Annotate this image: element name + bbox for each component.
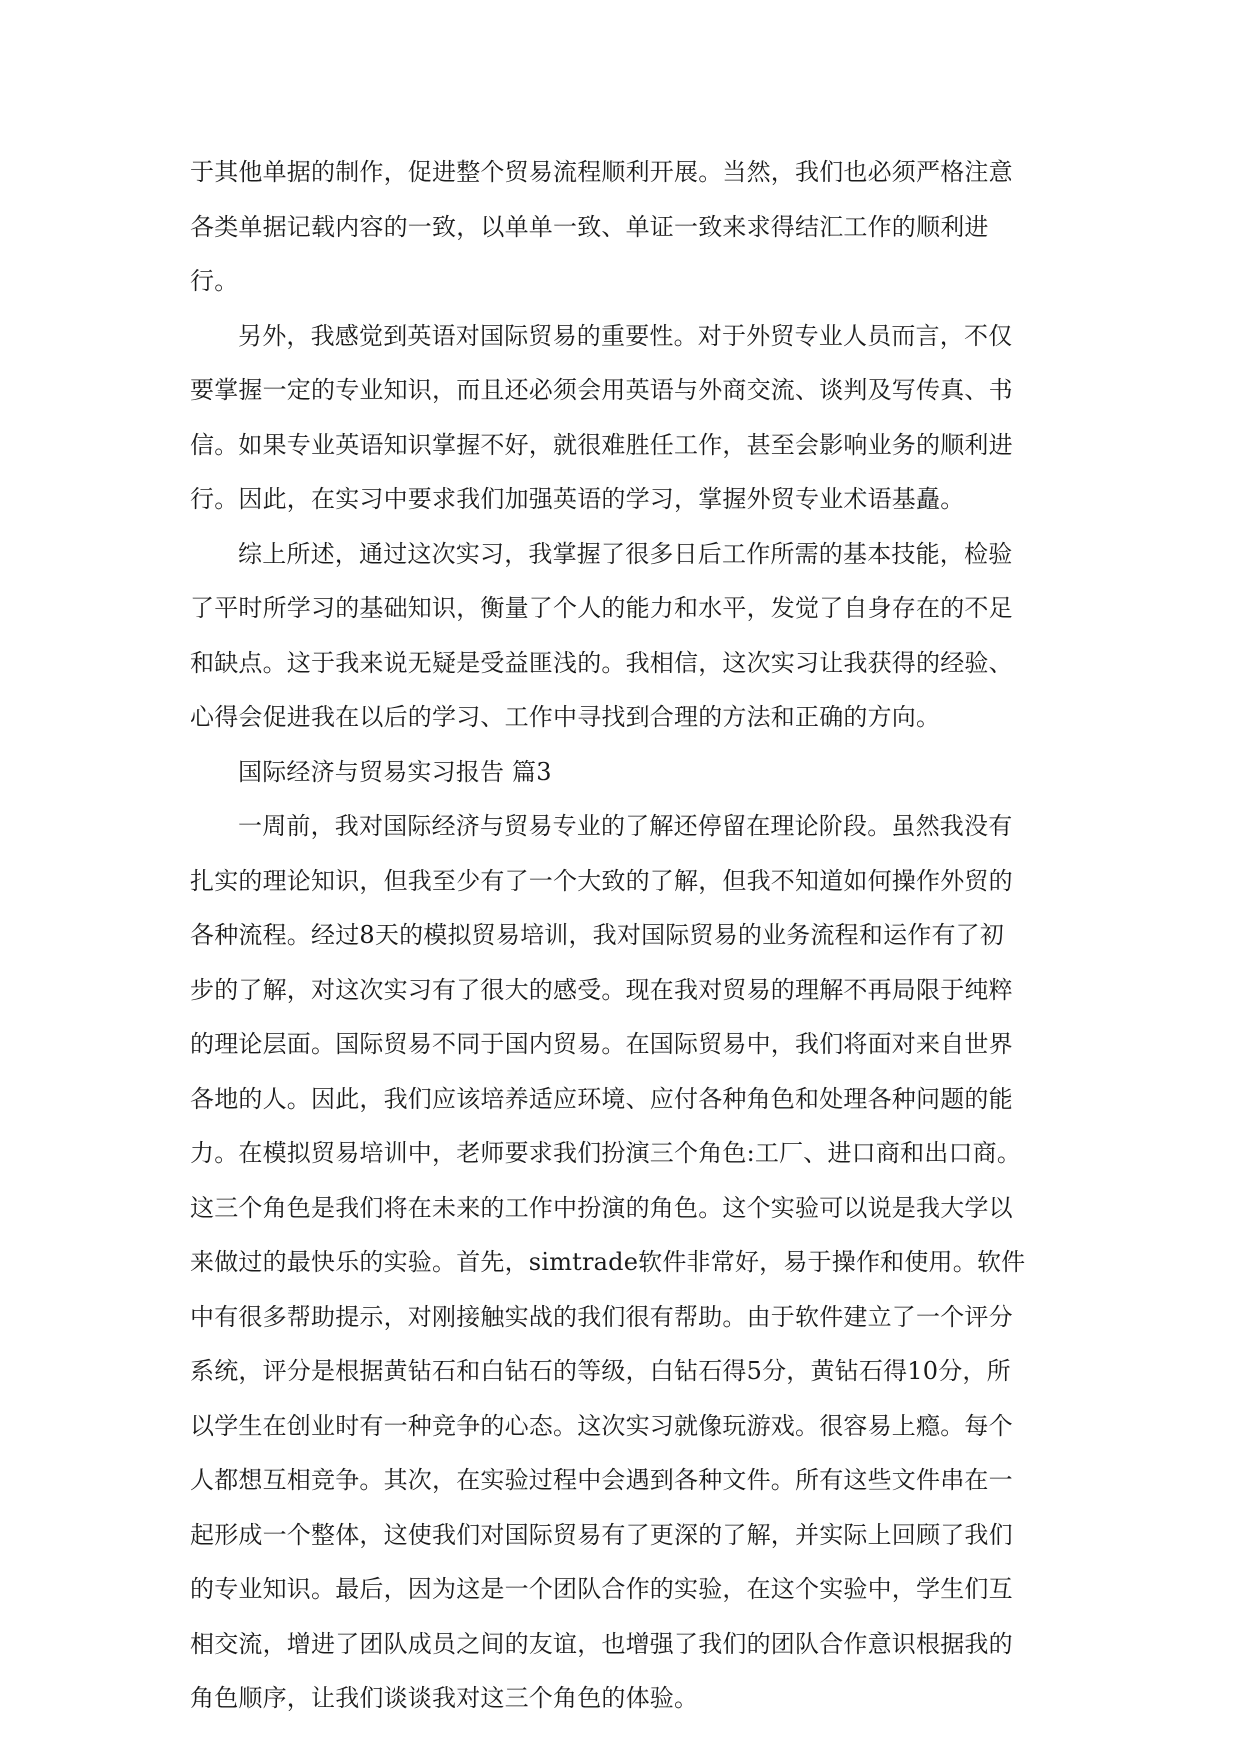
text-line: 这三个角色是我们将在未来的工作中扮演的角色。这个实验可以说是我大学以: [190, 1193, 1013, 1222]
text-line: 相交流，增进了团队成员之间的友谊，也增强了我们的团队合作意识根据我的: [190, 1629, 1013, 1658]
text-line: 于其他单据的制作，促进整个贸易流程顺利开展。当然，我们也必须严格注意: [190, 158, 1013, 186]
text-line: 各类单据记载内容的一致，以单单一致、单证一致来求得结汇工作的顺利进: [190, 212, 989, 241]
text-line: 步的了解，对这次实习有了很大的感受。现在我对贸易的理解不再局限于纯粹: [190, 975, 1013, 1004]
text-line: 中有很多帮助提示，对刚接触实战的我们很有帮助。由于软件建立了一个评分: [190, 1302, 1013, 1331]
text-line: 国际经济与贸易实习报告 篇3: [238, 757, 552, 786]
text-line: 力。在模拟贸易培训中，老师要求我们扮演三个角色:工厂、进口商和出口商。: [190, 1139, 1022, 1167]
document-body: [190, 157, 1050, 1738]
text-line: 的专业知识。最后，因为这是一个团队合作的实验，在这个实验中，学生们互: [190, 1575, 1013, 1603]
text-line: 扎实的理论知识，但我至少有了一个大致的了解，但我不知道如何操作外贸的: [190, 866, 1013, 895]
text-line: 以学生在创业时有一种竞争的心态。这次实习就像玩游戏。很容易上瘾。每个: [190, 1411, 1013, 1440]
text-line: 心得会促进我在以后的学习、工作中寻找到合理的方法和正确的方向。: [190, 703, 941, 731]
text-line: 另外，我感觉到英语对国际贸易的重要性。对于外贸专业人员而言，不仅: [238, 321, 1013, 350]
text-line: 一周前，我对国际经济与贸易专业的了解还停留在理论阶段。虽然我没有: [238, 812, 1013, 840]
text-line: 起形成一个整体，这使我们对国际贸易有了更深的了解，并实际上回顾了我们: [190, 1520, 1013, 1549]
text-line: 各地的人。因此，我们应该培养适应环境、应付各种角色和处理各种问题的能: [190, 1084, 1013, 1113]
text-line: 了平时所学习的基础知识，衡量了个人的能力和水平，发觉了自身存在的不足: [190, 594, 1013, 622]
text-line: 和缺点。这于我来说无疑是受益匪浅的。我相信，这次实习让我获得的经验、: [190, 648, 1013, 677]
text-line: 信。如果专业英语知识掌握不好，就很难胜任工作，甚至会影响业务的顺利进: [190, 430, 1013, 459]
text-line: 系统，评分是根据黄钻石和白钻石的等级，白钻石得5分，黄钻石得10分，所: [190, 1357, 1011, 1385]
text-line: 角色顺序，让我们谈谈我对这三个角色的体验。: [190, 1684, 699, 1712]
text-line: 行。因此，在实习中要求我们加强英语的学习，掌握外贸专业术语基矗。: [190, 485, 965, 513]
text-line: 各种流程。经过8天的模拟贸易培训，我对国际贸易的业务流程和运作有了初: [190, 921, 1005, 949]
text-line: 综上所述，通过这次实习，我掌握了很多日后工作所需的基本技能，检验: [238, 539, 1013, 568]
text-line: 要掌握一定的专业知识，而且还必须会用英语与外商交流、谈判及写传真、书: [190, 376, 1013, 404]
text-line: 行。: [190, 267, 239, 295]
text-line: 来做过的最快乐的实验。首先，simtrade软件非常好，易于操作和使用。软件: [190, 1248, 1026, 1276]
text-line: 人都想互相竞争。其次，在实验过程中会遇到各种文件。所有这些文件串在一: [190, 1466, 1013, 1494]
text-line: 的理论层面。国际贸易不同于国内贸易。在国际贸易中，我们将面对来自世界: [190, 1030, 1013, 1058]
